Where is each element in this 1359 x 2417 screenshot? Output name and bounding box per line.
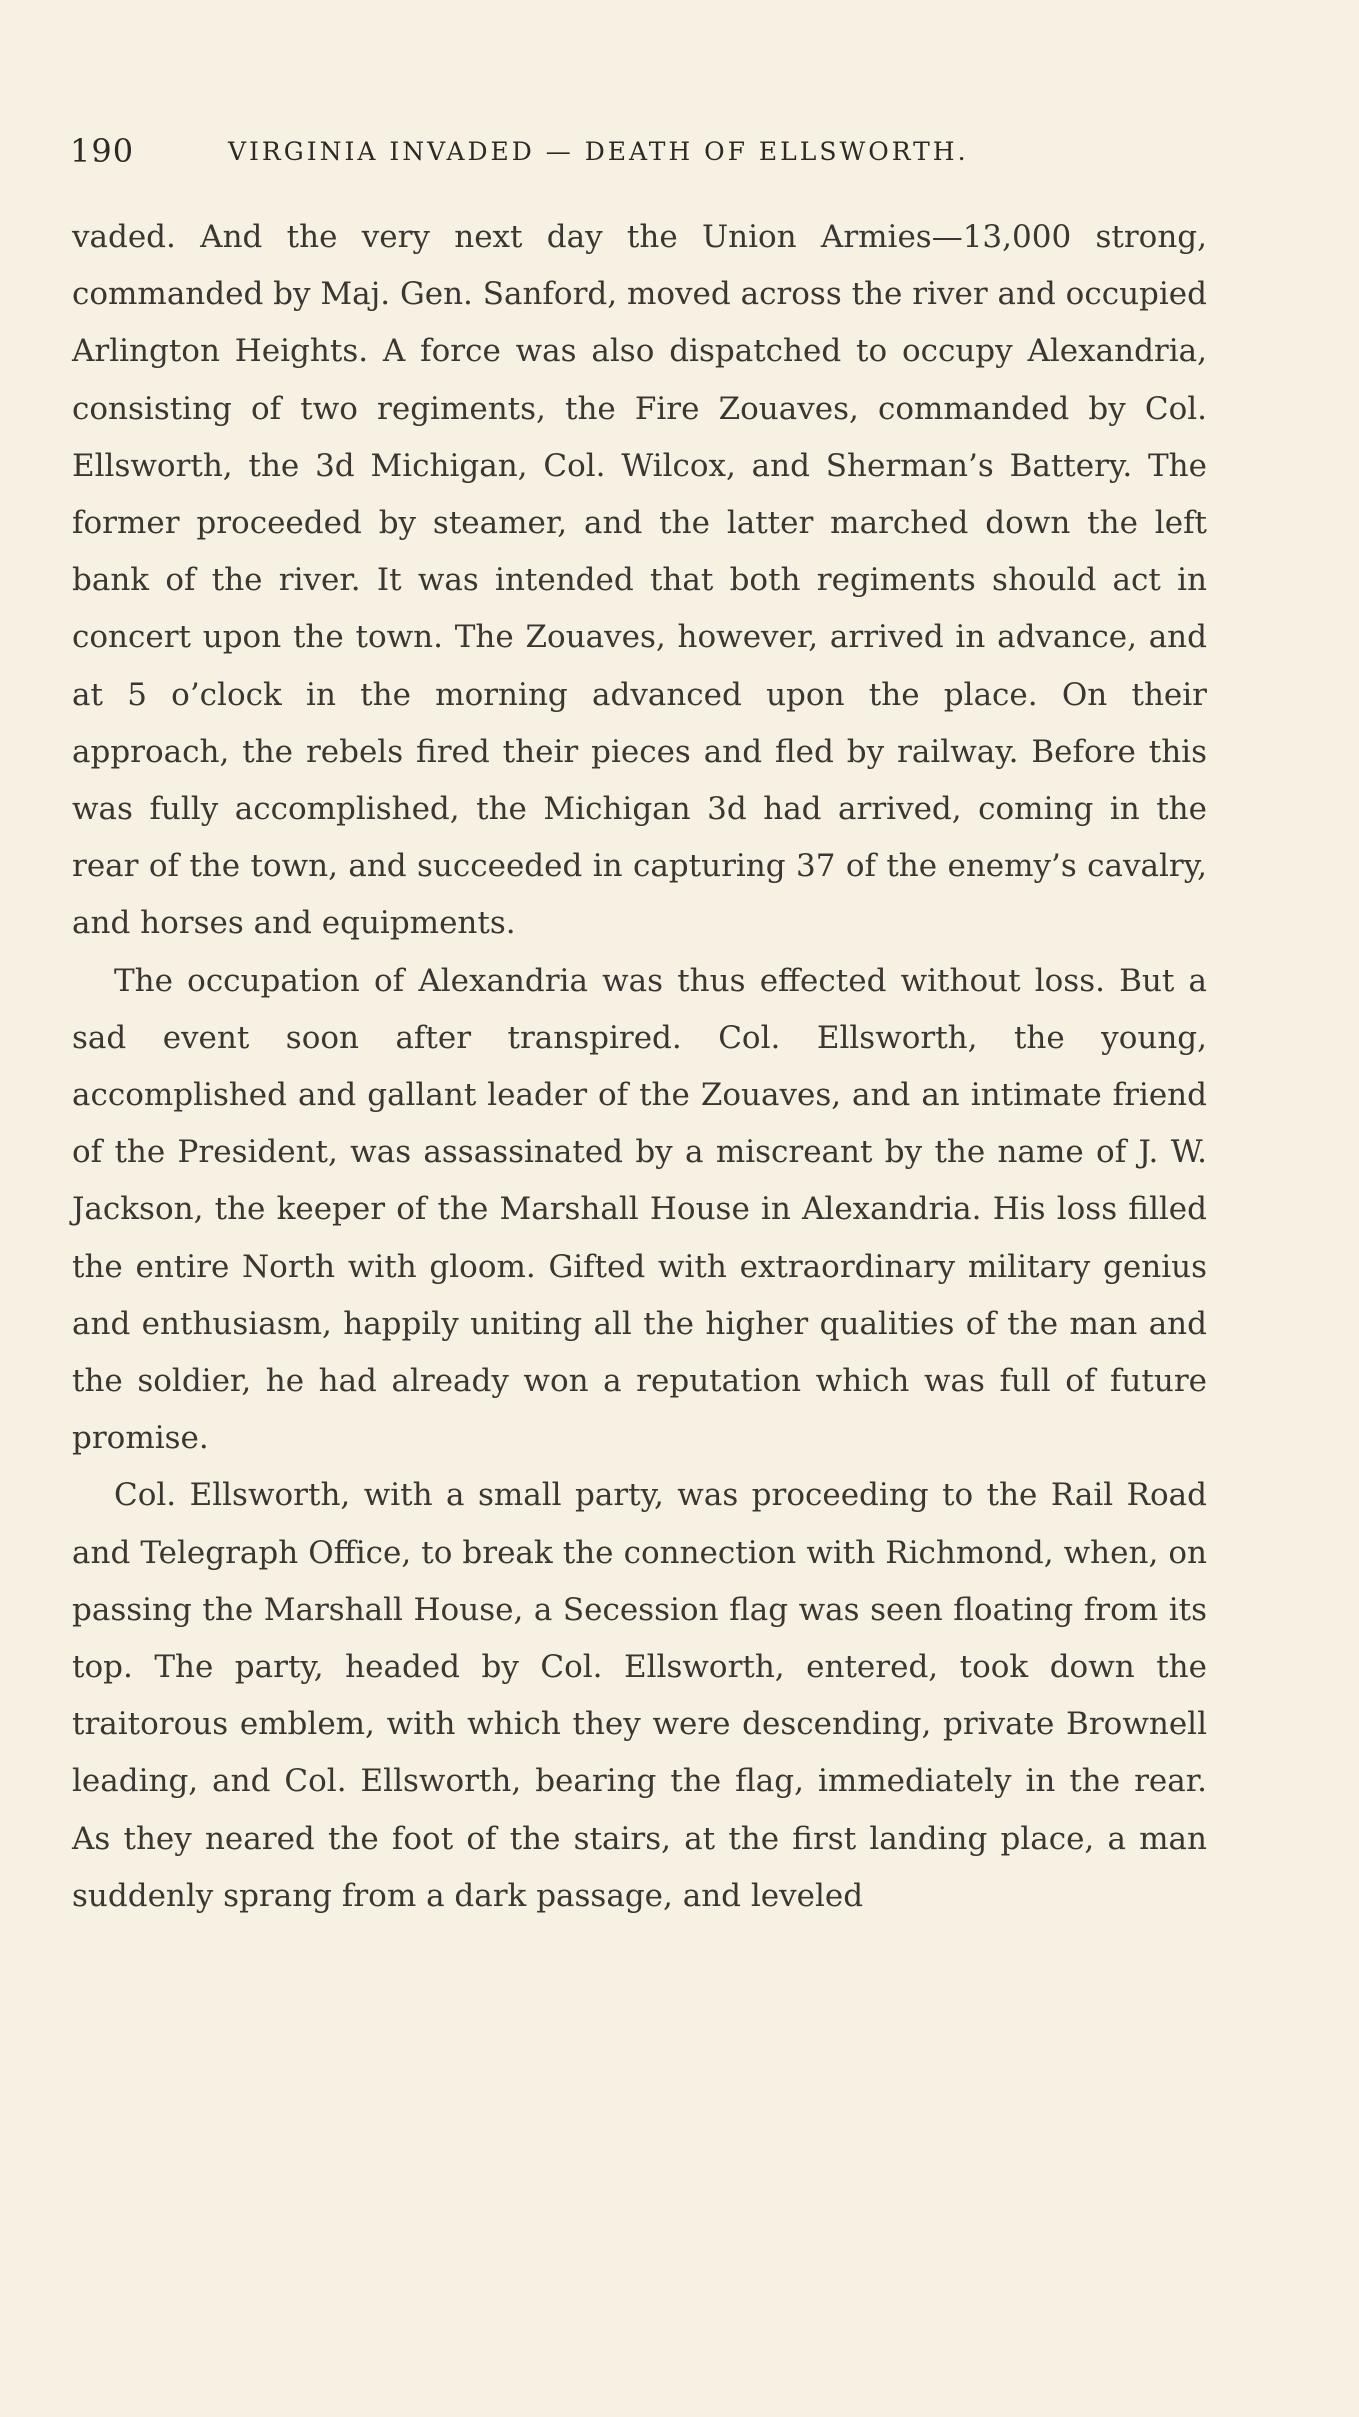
paragraph: The occupation of Alexandria was thus effected without loss. But a sad event soon after transpired. Col. Ellsworth, the young, accomplished and gallant leader of the Zouaves, and an intimate friend of the President, was assassinated by a miscreant by the name of J. W. Jackson, the keeper of the Marshall House in Alexandria. His loss filled the entire North with gloom. Gifted with extraordinary military genius and enthusiasm, happily uniting all the higher qualities of the man and the soldier, he had already won a reputation which was full of future promise. (72, 962, 1207, 1457)
page-number: 190 (70, 132, 135, 170)
body-text (72, 209, 1207, 1925)
paragraph: Col. Ellsworth, with a small party, was proceeding to the Rail Road and Telegraph Office, to break the connection with Richmond, when, on passing the Marshall House, a Secession flag was seen floating from its top. The party, headed by Col. Ellsworth, entered, took down the traitorous emblem, with which they were descending, private Brownell leading, and Col. Ellsworth, bearing the flag, immediately in the rear. As they neared the foot of the stairs, at the first landing place, a man suddenly sprang from a dark passage, and leveled (72, 1477, 1207, 1914)
page-header (70, 132, 1210, 176)
running-head: VIRGINIA INVADED — DEATH OF ELLSWORTH. (228, 137, 969, 166)
paragraph: vaded. And the very next day the Union Armies—13,000 strong, commanded by Maj. Gen. Sanford, moved across the river and occupied Arlington Heights. A force was also dispatched to occupy Alexandria, consisting of two regiments, the Fire Zouaves, commanded by Col. Ellsworth, the 3d Michigan, Col. Wilcox, and Sherman’s Battery. The former proceeded by steamer, and the latter marched down the left bank of the river. It was intended that both regiments should act in concert upon the town. The Zouaves, however, arrived in advance, and at 5 o’clock in the morning advanced upon the place. On their approach, the rebels fired their pieces and fled by railway. Before this was fully accomplished, the Michigan 3d had arrived, coming in the rear of the town, and succeeded in capturing 37 of the enemy’s cavalry, and horses and equipments. (72, 219, 1207, 942)
